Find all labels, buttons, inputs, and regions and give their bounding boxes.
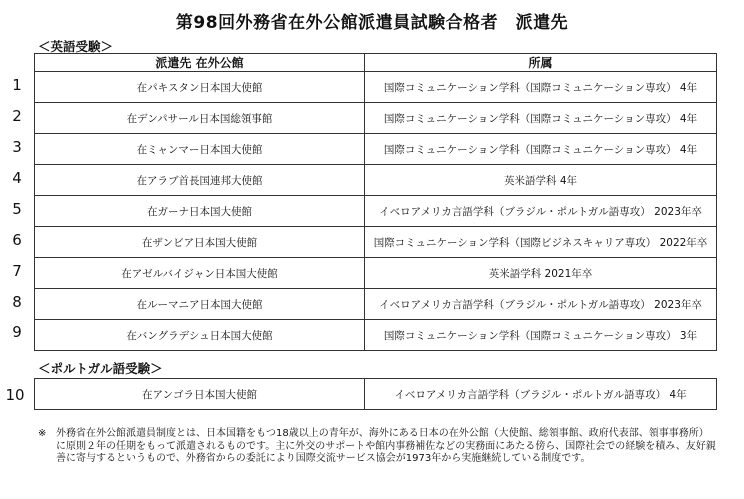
table-row	[35, 134, 717, 165]
header-post: 派遣先 在外公館	[35, 54, 365, 72]
affiliation-cell: イベロアメリカ言語学科（ブラジル・ポルトガル語専攻） 2023年卒	[365, 196, 717, 227]
affiliation-cell: イベロアメリカ言語学科（ブラジル・ポルトガル語専攻） 2023年卒	[365, 289, 717, 320]
row-number: 8	[12, 293, 22, 311]
table-row	[35, 165, 717, 196]
row-number: 7	[12, 262, 22, 280]
table-row	[35, 103, 717, 134]
table-row	[35, 72, 717, 103]
portuguese-posting-table	[34, 378, 717, 410]
table-row	[35, 320, 717, 351]
affiliation-cell: 国際コミュニケーション学科（国際コミュニケーション専攻） 4年	[365, 72, 717, 103]
page-title: 第98回外務省在外公館派遣員試験合格者 派遣先	[175, 13, 569, 33]
header-affiliation: 所属	[365, 54, 717, 72]
post-cell: 在ミャンマー日本国大使館	[35, 134, 365, 165]
post-cell: 在ザンビア日本国大使館	[35, 227, 365, 258]
affiliation-cell: 国際コミュニケーション学科（国際コミュニケーション専攻） 3年	[365, 320, 717, 351]
row-number: 6	[12, 231, 22, 249]
post-cell: 在アゼルバイジャン日本国大使館	[35, 258, 365, 289]
post-cell: 在ガーナ日本国大使館	[35, 196, 365, 227]
affiliation-cell: イベロアメリカ言語学科（ブラジル・ポルトガル語専攻） 4年	[365, 379, 717, 410]
affiliation-cell: 国際コミュニケーション学科（国際ビジネスキャリア専攻） 2022年卒	[365, 227, 717, 258]
table-row	[35, 196, 717, 227]
note-mark: ※	[38, 428, 47, 439]
post-cell: 在アラブ首長国連邦大使館	[35, 165, 365, 196]
affiliation-cell: 英米語学科 4年	[365, 165, 717, 196]
post-cell: 在パキスタン日本国大使館	[35, 72, 365, 103]
table-row	[35, 289, 717, 320]
row-number: 4	[12, 169, 22, 187]
row-number: 5	[12, 200, 22, 218]
post-cell: 在ルーマニア日本国大使館	[35, 289, 365, 320]
row-number: 9	[12, 323, 22, 341]
row-number: 1	[12, 76, 22, 94]
note-text: 外務省在外公館派遣員制度とは、日本国籍をもつ18歳以上の青年が、海外にある日本の在外公館（大使館、総領事館、政府代表部、領事事務所）に原則２年の任期をもって派遣されるものです。主に外交のサポートや館内事務補佐などの実務面にあたる傍ら、国際社会での経験を積み、友好親善に寄与するというもので、外務省からの委託により国際交流サービス協会が1973年から実施継続している制度です。	[56, 428, 716, 464]
table-header-row	[35, 54, 717, 72]
row-number: 10	[5, 386, 25, 404]
table-row	[35, 379, 717, 410]
post-cell: 在デンパサール日本国総領事館	[35, 103, 365, 134]
footnote	[38, 428, 718, 466]
table-row	[35, 258, 717, 289]
row-number: 3	[12, 138, 22, 156]
english-section-label: ＜英語受験＞	[38, 39, 114, 54]
english-posting-table	[34, 53, 717, 351]
table-row	[35, 227, 717, 258]
post-cell: 在アンゴラ日本国大使館	[35, 379, 365, 410]
affiliation-cell: 英米語学科 2021年卒	[365, 258, 717, 289]
post-cell: 在バングラデシュ日本国大使館	[35, 320, 365, 351]
affiliation-cell: 国際コミュニケーション学科（国際コミュニケーション専攻） 4年	[365, 103, 717, 134]
portuguese-section-label: ＜ポルトガル語受験＞	[38, 361, 163, 376]
row-number: 2	[12, 107, 22, 125]
affiliation-cell: 国際コミュニケーション学科（国際コミュニケーション専攻） 4年	[365, 134, 717, 165]
